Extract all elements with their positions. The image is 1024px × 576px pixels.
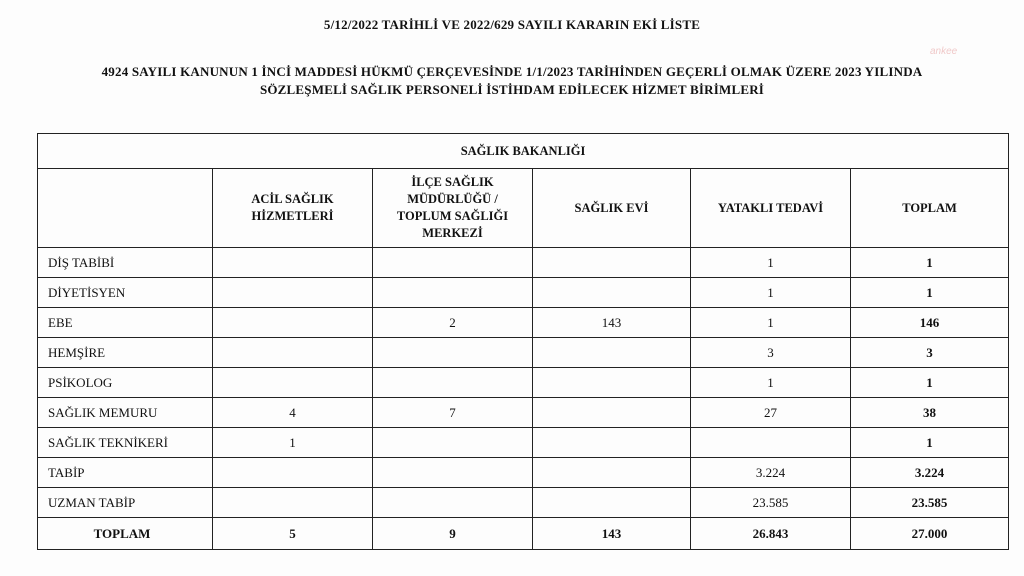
total-row (38, 518, 1009, 550)
cell-yatakli: 27 (691, 398, 851, 428)
cell-ilce (373, 248, 533, 278)
document-subtitle (0, 63, 1024, 99)
staff-table (37, 133, 1009, 550)
cell-saglik-evi (533, 278, 691, 308)
cell-acil (213, 338, 373, 368)
total-toplam: 27.000 (851, 518, 1009, 550)
cell-saglik-evi (533, 488, 691, 518)
watermark: ankee (930, 46, 958, 57)
row-label: EBE (38, 308, 213, 338)
row-label: DİŞ TABİBİ (38, 248, 213, 278)
col-header-ilce (373, 169, 533, 248)
table-row (38, 368, 1009, 398)
cell-ilce (373, 428, 533, 458)
col-header-acil-line1: ACİL SAĞLIK (251, 192, 334, 206)
cell-saglik-evi (533, 458, 691, 488)
cell-acil (213, 278, 373, 308)
cell-toplam: 1 (851, 278, 1009, 308)
cell-ilce (373, 458, 533, 488)
cell-acil (213, 308, 373, 338)
cell-yatakli: 1 (691, 248, 851, 278)
col-header-toplam: TOPLAM (851, 169, 1009, 248)
table-row (38, 398, 1009, 428)
row-label: PSİKOLOG (38, 368, 213, 398)
cell-saglik-evi (533, 248, 691, 278)
document-title: 5/12/2022 TARİHLİ VE 2022/629 SAYILI KARARIN EKİ LİSTE (323, 17, 701, 32)
subtitle-line-2: SÖZLEŞMELİ SAĞLIK PERSONELİ İSTİHDAM EDİLECEK HİZMET BİRİMLERİ (259, 82, 765, 97)
cell-yatakli (691, 428, 851, 458)
cell-toplam: 23.585 (851, 488, 1009, 518)
total-ilce: 9 (373, 518, 533, 550)
row-label: TABİP (38, 458, 213, 488)
table-row (38, 458, 1009, 488)
table-row (38, 278, 1009, 308)
cell-ilce (373, 488, 533, 518)
total-saglik-evi: 143 (533, 518, 691, 550)
total-yatakli: 26.843 (691, 518, 851, 550)
cell-yatakli: 1 (691, 368, 851, 398)
cell-yatakli: 23.585 (691, 488, 851, 518)
cell-ilce (373, 278, 533, 308)
col-header-ilce-line4: MERKEZİ (422, 226, 483, 240)
cell-acil: 1 (213, 428, 373, 458)
col-header-saglik-evi: SAĞLIK EVİ (533, 169, 691, 248)
cell-acil (213, 368, 373, 398)
row-label: HEMŞİRE (38, 338, 213, 368)
row-label: SAĞLIK MEMURU (38, 398, 213, 428)
cell-toplam: 3.224 (851, 458, 1009, 488)
cell-saglik-evi (533, 428, 691, 458)
cell-saglik-evi (533, 398, 691, 428)
cell-ilce (373, 368, 533, 398)
cell-yatakli: 3 (691, 338, 851, 368)
cell-acil (213, 458, 373, 488)
cell-toplam: 3 (851, 338, 1009, 368)
table-row (38, 338, 1009, 368)
cell-toplam: 38 (851, 398, 1009, 428)
col-header-ilce-line3: TOPLUM SAĞLIĞI (396, 209, 509, 223)
table-row (38, 308, 1009, 338)
cell-ilce: 2 (373, 308, 533, 338)
col-header-ilce-line2: MÜDÜRLÜĞÜ / (407, 192, 498, 206)
cell-saglik-evi: 143 (533, 308, 691, 338)
cell-toplam: 1 (851, 368, 1009, 398)
table-row (38, 428, 1009, 458)
total-acil: 5 (213, 518, 373, 550)
cell-acil: 4 (213, 398, 373, 428)
cell-ilce (373, 338, 533, 368)
cell-acil (213, 248, 373, 278)
cell-acil (213, 488, 373, 518)
cell-toplam: 146 (851, 308, 1009, 338)
table-row (38, 248, 1009, 278)
cell-yatakli: 1 (691, 308, 851, 338)
table-body (38, 248, 1009, 518)
row-label: UZMAN TABİP (38, 488, 213, 518)
col-header-acil-line2: HİZMETLERİ (251, 209, 334, 223)
table-row (38, 488, 1009, 518)
row-label: SAĞLIK TEKNİKERİ (38, 428, 213, 458)
col-header-ilce-line1: İLÇE SAĞLIK (411, 175, 494, 189)
col-header-yatakli: YATAKLI TEDAVİ (691, 169, 851, 248)
row-label: DİYETİSYEN (38, 278, 213, 308)
cell-toplam: 1 (851, 248, 1009, 278)
col-header-acil (213, 169, 373, 248)
cell-yatakli: 3.224 (691, 458, 851, 488)
cell-toplam: 1 (851, 428, 1009, 458)
ministry-header: SAĞLIK BAKANLIĞI (38, 134, 1009, 169)
cell-ilce: 7 (373, 398, 533, 428)
cell-yatakli: 1 (691, 278, 851, 308)
cell-saglik-evi (533, 368, 691, 398)
row-label-header (38, 169, 213, 248)
cell-saglik-evi (533, 338, 691, 368)
subtitle-line-1: 4924 SAYILI KANUNUN 1 İNCİ MADDESİ HÜKMÜ ÇERÇEVESİNDE 1/1/2023 TARİHİNDEN GEÇERLİ OLMAK ÜZERE 2023 YILINDA (101, 64, 923, 79)
total-label: TOPLAM (38, 518, 213, 550)
